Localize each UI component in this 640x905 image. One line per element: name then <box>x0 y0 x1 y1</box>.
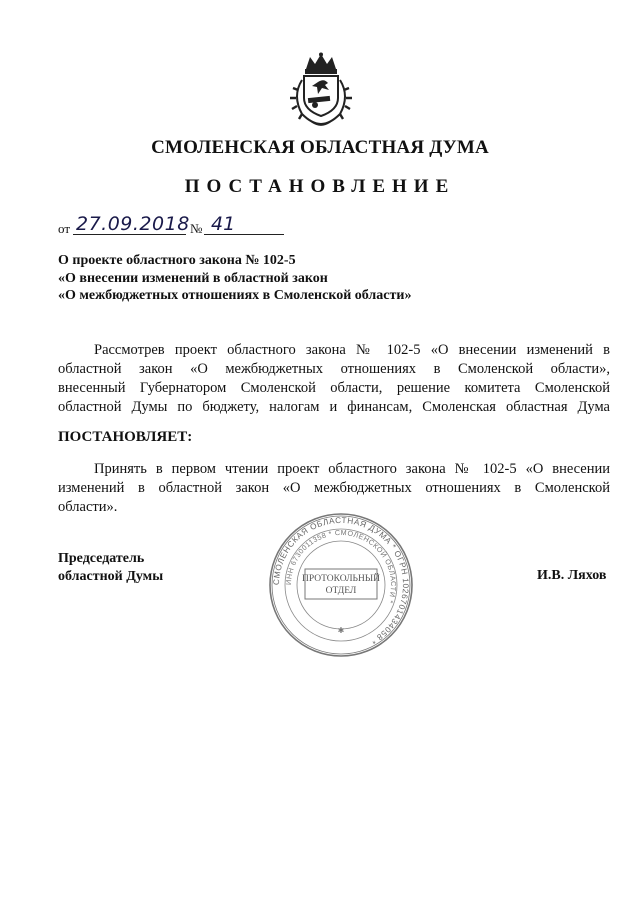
signatory-name: И.В. Ляхов <box>537 568 607 583</box>
seal-outer-ring-text: СМОЛЕНСКАЯ ОБЛАСТНАЯ ДУМА * ОГРН 1026701434058 * <box>271 515 411 646</box>
subject-line: «О межбюджетных отношениях в Смоленской области» <box>58 288 412 303</box>
preamble-line: внесенный Губернатором Смоленской области, решение комитета Смоленской <box>58 380 610 396</box>
resolution-line: изменений в областной закон «О межбюджетных отношениях в Смоленской <box>58 480 610 496</box>
preamble-line: Рассмотрев проект областного закона № 102-5 «О внесении изменений в <box>94 342 610 358</box>
date-prefix: от <box>58 221 71 236</box>
resolution-paragraph <box>58 460 610 517</box>
resolution-line: Принять в первом чтении проект областного закона № 102-5 «О внесении <box>94 461 610 477</box>
organization-title: СМОЛЕНСКАЯ ОБЛАСТНАЯ ДУМА <box>151 137 489 158</box>
seal-center-line: ОТДЕЛ <box>325 586 357 596</box>
subject-line: «О внесении изменений в областной закон <box>58 270 328 286</box>
signatory-role <box>58 550 163 586</box>
signatory-role-line: Председатель <box>58 551 145 566</box>
preamble-paragraph <box>58 341 610 417</box>
seal-center-line: ПРОТОКОЛЬНЫЙ <box>301 574 381 584</box>
official-seal <box>267 511 415 659</box>
signatory-role-line: областной Думы <box>58 569 164 584</box>
svg-text:✱: ✱ <box>337 626 345 635</box>
resolution-line: области». <box>58 499 118 515</box>
document-type-heading: ПОСТАНОВЛЕНИЕ <box>184 176 456 197</box>
number-prefix: № <box>190 221 203 236</box>
coat-of-arms-icon <box>288 52 354 128</box>
decree-heading: ПОСТАНОВЛЯЕТ: <box>58 429 193 445</box>
handwritten-number: 41 <box>211 213 236 235</box>
registration-line <box>58 213 278 235</box>
seal-inner-ring-text: ИНН 6730011358 * СМОЛЕНСКОЙ ОБЛАСТИ * <box>283 527 399 605</box>
document-subject <box>58 252 411 305</box>
handwritten-date: 27.09.2018 <box>76 213 190 235</box>
subject-line: О проекте областного закона № 102-5 <box>58 253 296 268</box>
preamble-line: областной Думы по бюджету, налогам и финансам, Смоленская областная Дума <box>58 399 610 415</box>
preamble-line: областной закон «О межбюджетных отношениях в Смоленской области», <box>58 361 610 377</box>
